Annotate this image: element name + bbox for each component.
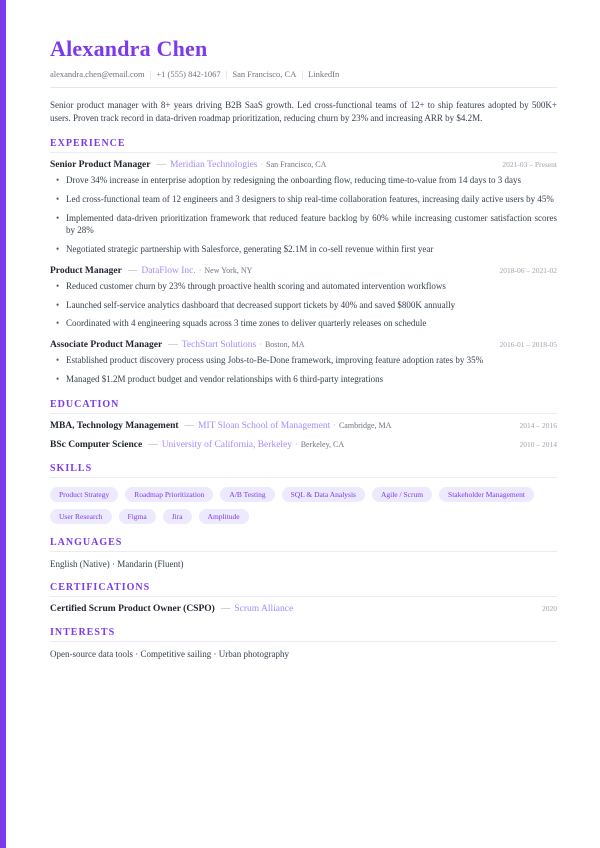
- contact-separator: |: [301, 69, 304, 79]
- experience-entry: [50, 340, 557, 386]
- degree-title: BSc Computer Science: [50, 439, 143, 450]
- job-title: Product Manager: [50, 265, 122, 276]
- school-location: Cambridge, MA: [338, 420, 392, 430]
- bullet-item: [56, 243, 557, 256]
- certification-entry: [50, 604, 557, 614]
- bullet-marker: •: [56, 373, 60, 384]
- job-header: [50, 160, 557, 170]
- job-header: [50, 266, 557, 276]
- bullet-item: [56, 317, 557, 330]
- section-title-languages: LANGUAGES: [50, 537, 557, 552]
- dash-separator: —: [156, 160, 166, 171]
- bullet-text: Reduced customer churn by 23% through proactive health scoring and automated intervention workflows: [66, 280, 446, 291]
- bullet-item: [56, 354, 557, 367]
- bullet-marker: •: [56, 193, 60, 204]
- school-link[interactable]: University of California, Berkeley: [161, 439, 293, 450]
- section-title-experience: EXPERIENCE: [50, 138, 557, 153]
- job-title: Senior Product Manager: [50, 160, 151, 171]
- bullet-list: [50, 280, 557, 330]
- section-title-interests: INTERESTS: [50, 627, 557, 642]
- experience-entry: [50, 160, 557, 256]
- bullet-text: Negotiated strategic partnership with Salesforce, generating $2.1M in co-sell revenue within first year: [66, 244, 434, 255]
- skill-pill: Jira: [163, 509, 192, 524]
- job-dates: 2021-03 – Present: [502, 160, 557, 170]
- bullet-marker: •: [56, 175, 60, 186]
- education-entry: [50, 440, 557, 450]
- skill-pill: Product Strategy: [50, 487, 118, 502]
- bullet-text: Drove 34% increase in enterprise adoption by redesigning the onboarding flow, reducing time-to-value from 14 days to 3 days: [66, 175, 522, 186]
- bullet-marker: •: [56, 280, 60, 291]
- bullet-list: [50, 174, 557, 256]
- contact-separator: |: [149, 69, 152, 79]
- bullet-item: [56, 193, 557, 206]
- bullet-marker: •: [56, 355, 60, 366]
- section-title-skills: SKILLS: [50, 463, 557, 478]
- bullet-text: Launched self-service analytics dashboard that decreased support tickets by 40% and saved $800K annually: [66, 299, 456, 310]
- middot-separator: ·: [333, 420, 336, 430]
- contact-email[interactable]: alexandra.chen@email.com: [50, 69, 145, 79]
- degree-title: MBA, Technology Management: [50, 420, 179, 431]
- skill-pill: Amplitude: [199, 509, 249, 524]
- school-location: Berkeley, CA: [300, 439, 345, 449]
- accent-bar: [0, 0, 6, 848]
- bullet-text: Coordinated with 4 engineering squads across 3 time zones to deliver quarterly releases on schedule: [66, 318, 427, 329]
- skill-pill: SQL & Data Analysis: [282, 487, 365, 502]
- section-title-education: EDUCATION: [50, 399, 557, 414]
- certification-year: 2020: [542, 603, 557, 613]
- summary-text: Senior product manager with 8+ years driving B2B SaaS growth. Led cross-functional teams of 12+ to ship features adopted by 500K+ users. Proven track record in data-driven roadmap prioritization, reducing churn by 23% and increasing ARR by $4.2M.: [50, 100, 557, 124]
- bullet-item: [56, 299, 557, 312]
- contact-linkedin[interactable]: LinkedIn: [308, 69, 340, 79]
- dash-separator: —: [168, 340, 178, 351]
- bullet-text: Implemented data-driven prioritization framework that reduced feature backlog by 60% while increasing customer satisfaction scores by 28%: [66, 212, 557, 236]
- bullet-text: Led cross-functional team of 12 engineers and 3 designers to ship real-time collaboration features, increasing daily active users by 45%: [66, 193, 554, 204]
- skill-pill: Agile / Scrum: [372, 487, 432, 502]
- experience-entry: [50, 266, 557, 330]
- education-entry: [50, 421, 557, 431]
- middot-separator: ·: [295, 439, 298, 449]
- bullet-text: Established product discovery process using Jobs-to-Be-Done framework, improving feature adoption rates by 35%: [66, 355, 484, 366]
- bullet-item: [56, 212, 557, 238]
- certification-issuer-link[interactable]: Scrum Alliance: [234, 603, 294, 614]
- dash-separator: —: [127, 265, 138, 276]
- middot-separator: ·: [260, 160, 264, 170]
- section-title-certifications: CERTIFICATIONS: [50, 582, 557, 597]
- bullet-marker: •: [56, 299, 60, 310]
- bullet-list: [50, 354, 557, 386]
- school-link[interactable]: MIT Sloan School of Management: [198, 420, 331, 431]
- contact-row: [50, 69, 557, 88]
- bullet-item: [56, 174, 557, 187]
- middot-separator: ·: [198, 265, 202, 275]
- company-link[interactable]: DataFlow Inc.: [141, 265, 196, 276]
- job-header: [50, 340, 557, 350]
- bullet-item: [56, 280, 557, 293]
- job-location: New York, NY: [204, 265, 253, 275]
- education-dates: 2010 – 2014: [519, 439, 557, 449]
- bullet-text: Managed $1.2M product budget and vendor relationships with 6 third-party integrations: [66, 373, 384, 384]
- bullet-marker: •: [56, 212, 60, 223]
- skills-list: [50, 487, 557, 524]
- dash-separator: —: [220, 603, 231, 614]
- job-dates: 2016-01 – 2018-05: [499, 340, 557, 350]
- contact-separator: |: [225, 69, 228, 79]
- job-title: Associate Product Manager: [50, 340, 163, 351]
- bullet-item: [56, 373, 557, 386]
- job-location: Boston, MA: [264, 340, 305, 350]
- skill-pill: Roadmap Prioritization: [125, 487, 213, 502]
- middot-separator: ·: [259, 340, 262, 350]
- dash-separator: —: [184, 420, 195, 431]
- skill-pill: Stakeholder Management: [439, 487, 534, 502]
- job-location: San Francisco, CA: [266, 160, 327, 170]
- bullet-marker: •: [56, 318, 60, 329]
- interests-text: Open-source data tools · Competitive sailing · Urban photography: [50, 648, 289, 659]
- skill-pill: Figma: [119, 509, 156, 524]
- company-link[interactable]: TechStart Solutions: [181, 340, 257, 351]
- bullet-marker: •: [56, 244, 60, 255]
- skill-pill: A/B Testing: [220, 487, 274, 502]
- certification-name: Certified Scrum Product Owner (CSPO): [50, 603, 215, 614]
- languages-text: English (Native) · Mandarin (Fluent): [50, 558, 184, 569]
- job-dates: 2018-06 – 2021-02: [499, 265, 557, 275]
- contact-location: San Francisco, CA: [232, 69, 297, 79]
- dash-separator: —: [148, 439, 158, 450]
- company-link[interactable]: Meridian Technologies: [169, 160, 258, 171]
- candidate-name: Alexandra Chen: [50, 36, 208, 61]
- education-dates: 2014 – 2016: [519, 420, 557, 430]
- skill-pill: User Research: [50, 509, 112, 524]
- contact-phone: +1 (555) 842-1067: [156, 69, 221, 79]
